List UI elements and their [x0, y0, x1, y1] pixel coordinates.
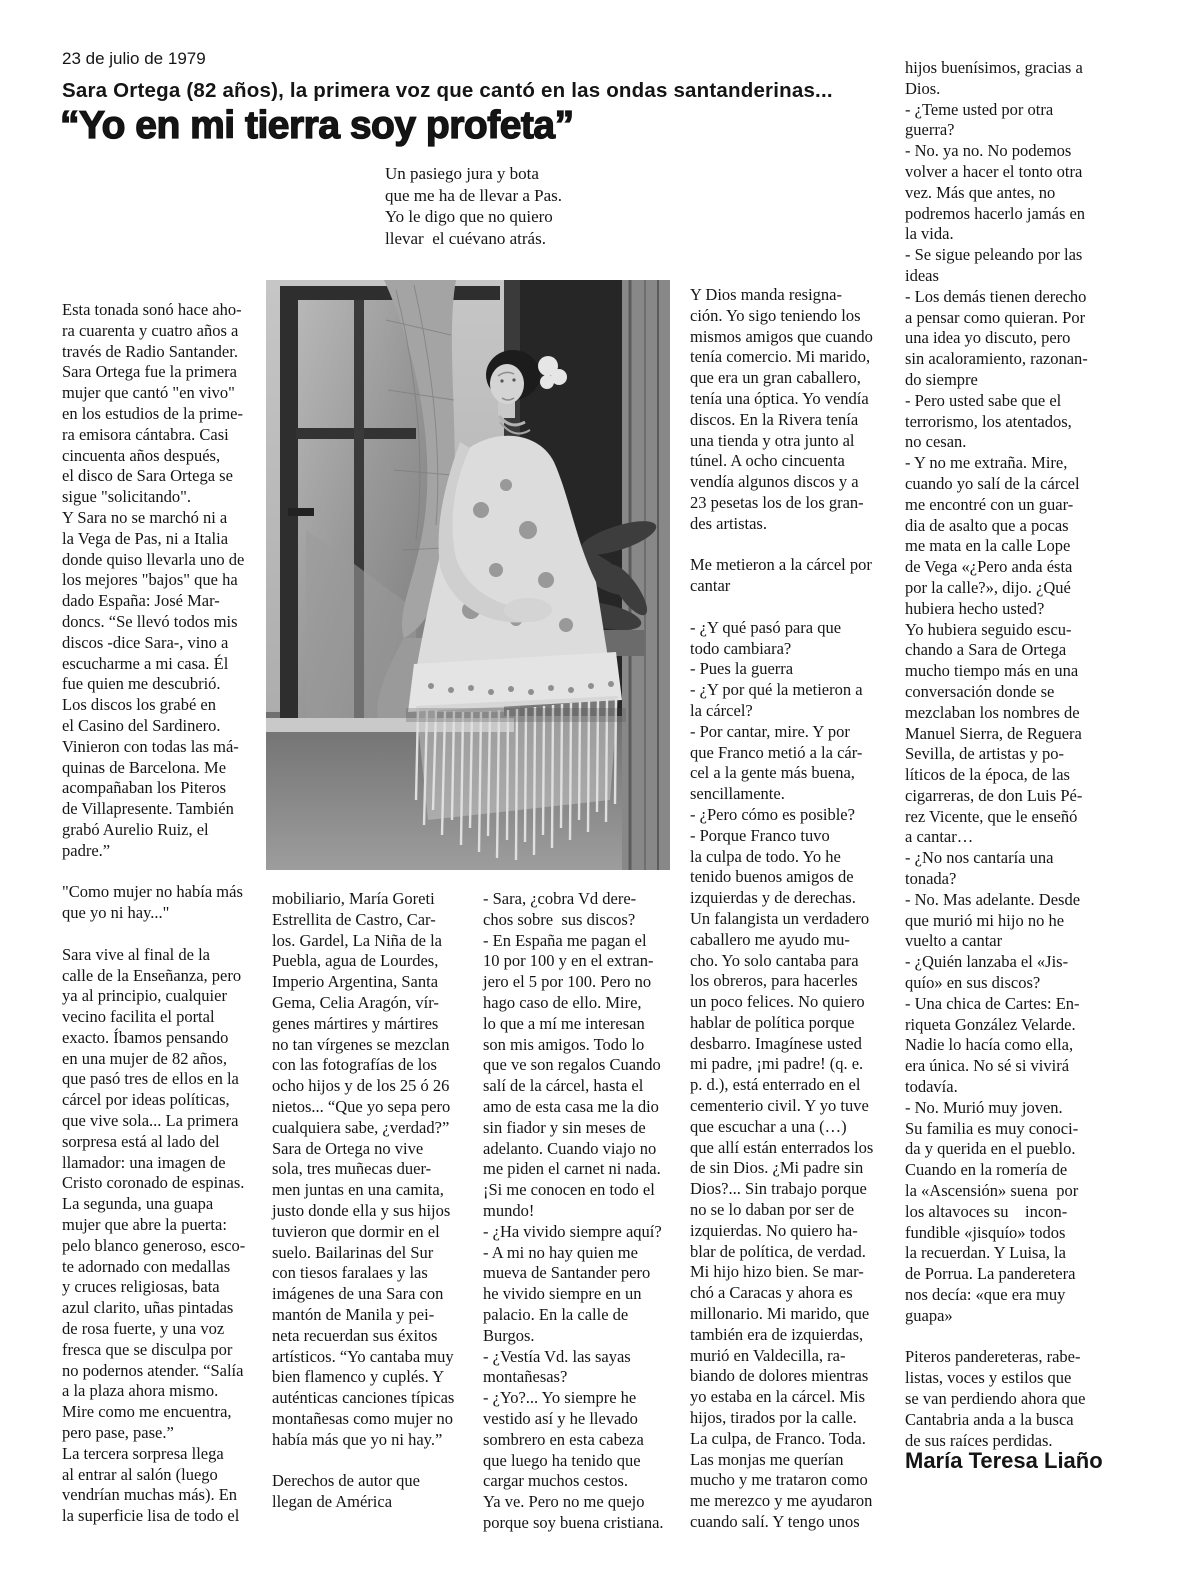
text-line: de sin Dios. ¿Mi padre sin: [690, 1158, 864, 1178]
text-line: biando de dolores mientras: [690, 1366, 869, 1386]
text-line: izquierdas. No quiero ha-: [690, 1220, 858, 1240]
text-line: adelanto. Cuando viajo no: [483, 1138, 657, 1158]
text-line: [905, 1327, 1127, 1348]
text-line: hablar de política porque: [690, 1012, 855, 1032]
text-line: porque soy buena cristiana.: [483, 1512, 664, 1532]
text-line: calle de la Enseñanza, pero: [62, 965, 242, 985]
text-line: podremos hacerlo jamás en: [905, 203, 1086, 223]
text-line: ra cuarenta y cuatro años a: [62, 320, 239, 340]
text-line: Puebla, agua de Lourdes,: [272, 951, 439, 971]
text-line: mundo!: [483, 1200, 535, 1220]
text-line: azul clarito, uñas pintadas: [62, 1298, 234, 1318]
text-line: sola, tres muñecas duer-: [272, 1159, 432, 1179]
text-line: - No. ya no. No podemos: [905, 141, 1072, 161]
text-line: - ¿Pero cómo es posible?: [690, 804, 855, 824]
text-line: - ¿Quién lanzaba el «Jis-: [905, 952, 1069, 972]
text-line: los altavoces su incon-: [905, 1201, 1068, 1221]
text-line: - ¿Teme usted por otra: [905, 99, 1054, 119]
text-line: a pensar como quieran. Por: [905, 307, 1086, 327]
text-line: cuando yo salí de la cárcel: [905, 473, 1080, 493]
text-line: acompañaban los Piteros: [62, 778, 227, 798]
text-line: Imperio Argentina, Santa: [272, 972, 439, 992]
text-line: Nadie lo hacía como ella,: [905, 1035, 1074, 1055]
text-line: fundible «jisquío» todos: [905, 1222, 1066, 1242]
text-line: - Pero usted sabe que el: [905, 390, 1062, 410]
text-line: me piden el carnet ni nada.: [483, 1159, 661, 1179]
text-line: doncs. “Se llevó todos mis: [62, 611, 238, 631]
text-line: - ¿No nos cantaría una: [905, 848, 1054, 868]
text-line: todavía.: [905, 1077, 958, 1097]
text-line: chó a Caracas y ahora es: [690, 1283, 853, 1303]
text-line: mucho y me trataron como: [690, 1470, 868, 1490]
text-line: túnel. A ocho cincuenta: [690, 451, 845, 471]
text-line: neta recuerdan sus éxitos: [272, 1325, 438, 1345]
text-line: ya al principio, cualquier: [62, 986, 227, 1006]
text-line: amo de esta casa me la dio: [483, 1096, 659, 1116]
text-line: hubiera hecho usted?: [905, 598, 1045, 618]
column-5: [905, 58, 1127, 1451]
text-line: sin acaloramiento, razonan-: [905, 349, 1088, 369]
text-line: desbarro. Imagínese usted: [690, 1033, 862, 1053]
text-line: que murió mi hijo no he: [905, 910, 1065, 930]
text-line: volver a hacer el tonto otra: [905, 161, 1083, 181]
text-line: palacio. En la calle de: [483, 1304, 629, 1324]
text-line: mujer que cantó "en vivo": [62, 383, 235, 403]
text-line: Un pasiego jura y bota: [385, 164, 539, 183]
text-line: había más que yo ni hay.”: [272, 1429, 443, 1449]
text-line: dado España: José Mar-: [62, 591, 220, 611]
text-line: de Villapresente. También: [62, 799, 234, 819]
text-line: tenía una óptica. Yo vendía: [690, 388, 869, 408]
text-line: los mejores "bajos" que ha: [62, 570, 238, 590]
text-line: conversación donde se: [905, 681, 1055, 701]
text-line: la vida.: [905, 224, 954, 244]
text-line: con las fotografías de los: [272, 1055, 437, 1075]
text-line: pero pase, pase.”: [62, 1423, 174, 1443]
text-line: ideas: [905, 265, 939, 285]
text-line: era única. No sé si vivirá: [905, 1056, 1070, 1076]
text-line: murió en Valdecilla, ra-: [690, 1345, 846, 1365]
text-line: a la plaza ahora mismo.: [62, 1381, 219, 1401]
text-line: - ¿Ha vivido siempre aquí?: [483, 1221, 662, 1241]
text-line: artísticos. “Yo cantaba muy: [272, 1346, 454, 1366]
text-line: Burgos.: [483, 1325, 535, 1345]
text-line: blar de política, de verdad.: [690, 1241, 866, 1261]
text-line: Esta tonada sonó hace aho-: [62, 300, 242, 319]
text-line: el Casino del Sardinero.: [62, 715, 221, 735]
text-line: des artistas.: [690, 513, 767, 533]
text-line: la «Ascensión» suena por: [905, 1181, 1079, 1201]
text-line: vez. Más que antes, no: [905, 182, 1056, 202]
text-line: la recuerdan. Y Luisa, la: [905, 1243, 1066, 1263]
text-line: mismos amigos que cuando: [690, 326, 873, 346]
text-line: - Por cantar, mire. Y por: [690, 721, 850, 741]
text-line: la culpa de todo. Yo he: [690, 846, 841, 866]
text-line: mi padre, ¡mi padre! (q. e.: [690, 1054, 864, 1074]
text-line: Dios?... Sin trabajo porque: [690, 1179, 867, 1199]
text-line: que allí están enterrados los: [690, 1137, 874, 1157]
text-line: millonario. Mi marido, que: [690, 1304, 870, 1324]
text-line: auténticas canciones típicas: [272, 1388, 455, 1408]
text-line: - Se sigue peleando por las: [905, 245, 1083, 265]
text-line: Sara de Ortega no vive: [272, 1138, 424, 1158]
text-line: 10 por 100 y en el extran-: [483, 951, 654, 971]
text-line: Cristo coronado de espinas.: [62, 1173, 245, 1193]
text-line: tenido buenos amigos de: [690, 867, 854, 887]
text-line: caballero me ayudo mu-: [690, 929, 850, 949]
text-line: - Sara, ¿cobra Vd dere-: [483, 889, 637, 908]
text-line: mezclaban los nombres de: [905, 702, 1080, 722]
text-line: no cesan.: [905, 432, 967, 452]
text-line: una tienda y otra junto al: [690, 430, 855, 450]
text-line: Y Dios manda resigna-: [690, 285, 842, 304]
text-line: salí de la cárcel, hasta el: [483, 1076, 644, 1096]
photo-illustration: [266, 280, 670, 870]
text-line: sencillamente.: [690, 784, 785, 804]
text-line: nos decía: «que era muy: [905, 1285, 1066, 1305]
text-line: Me metieron a la cárcel por: [690, 555, 872, 575]
text-line: quío» en sus discos?: [905, 973, 1041, 993]
photo-sara-ortega: [266, 280, 670, 870]
text-line: La segunda, una guapa: [62, 1194, 214, 1214]
text-line: no podernos atender. “Salía: [62, 1360, 244, 1380]
text-line: Un falangista un verdadero: [690, 908, 870, 928]
text-line: mobiliario, María Goreti: [272, 889, 435, 908]
text-line: que escuchar a una (…): [690, 1116, 847, 1136]
text-line: en los estudios de la prime-: [62, 403, 244, 423]
text-line: exacto. Íbamos pensando: [62, 1027, 229, 1047]
text-line: sorpresa está al lado del: [62, 1131, 220, 1151]
text-line: mantón de Manila y pei-: [272, 1304, 435, 1324]
text-line: cementerio civil. Y yo tuve: [690, 1096, 869, 1116]
text-line: los. Gardel, La Niña de la: [272, 930, 442, 950]
text-line: - Y no me extraña. Mire,: [905, 453, 1068, 473]
column-4: [690, 285, 886, 1533]
text-line: un poco felices. No quiero: [690, 992, 865, 1012]
text-line: do siempre: [905, 369, 978, 389]
text-line: fresca que se disculpa por: [62, 1339, 233, 1359]
text-line: Su familia es muy conoci-: [905, 1118, 1079, 1138]
text-line: Gema, Celia Aragón, vír-: [272, 992, 439, 1012]
text-line: nietos... “Que yo sepa pero: [272, 1096, 451, 1116]
text-line: [62, 862, 265, 883]
text-line: sigue "solicitando".: [62, 487, 191, 507]
text-line: guerra?: [905, 120, 955, 140]
text-line: Sara vive al final de la: [62, 944, 210, 964]
text-line: tuvieron que dormir en el: [272, 1221, 440, 1241]
text-line: cualquiera sabe, ¿verdad?”: [272, 1117, 450, 1137]
text-line: la superficie lisa de todo el: [62, 1506, 240, 1526]
text-line: llevar el cuévano atrás.: [385, 229, 546, 249]
text-line: que Franco metió a la cár-: [690, 742, 863, 762]
text-line: - ¿Y qué pasó para que: [690, 617, 842, 637]
column-3: [483, 889, 686, 1534]
text-line: pelo blanco generoso, esco-: [62, 1235, 246, 1255]
article-date: 23 de julio de 1979: [62, 49, 206, 68]
text-line: se van perdiendo ahora que: [905, 1389, 1086, 1408]
text-line: da y querida en el pueblo.: [905, 1139, 1076, 1159]
text-line: mueva de Santander pero: [483, 1263, 651, 1283]
text-line: hago caso de ello. Mire,: [483, 992, 642, 1012]
text-line: el disco de Sara Ortega se: [62, 466, 233, 486]
text-line: que pasó tres de ellos en la: [62, 1069, 239, 1089]
text-line: izquierdas y de derechas.: [690, 888, 856, 908]
text-line: llamador: una imagen de: [62, 1152, 226, 1172]
text-line: también era de izquierdas,: [690, 1324, 864, 1344]
text-line: bien flamenco y cuplés. Y: [272, 1367, 445, 1387]
text-line: me merezco y me ayudaron: [690, 1491, 873, 1511]
text-line: Yo hubiera seguido escu-: [905, 619, 1072, 639]
text-line: imágenes de una Sara con: [272, 1284, 444, 1304]
text-line: - Porque Franco tuvo: [690, 825, 830, 845]
text-line: - A mi no hay quien me: [483, 1242, 638, 1262]
text-line: ocho hijos y de los 25 ó 26: [272, 1076, 450, 1096]
text-line: cel a la gente más buena,: [690, 763, 855, 783]
poem-quote: [385, 163, 562, 250]
text-line: - Los demás tienen derecho: [905, 286, 1087, 306]
text-line: cincuenta años después,: [62, 445, 221, 465]
text-line: cargar muchos cestos.: [483, 1471, 628, 1491]
text-line: Dios.: [905, 78, 941, 98]
text-line: de rosa fuerte, y una voz: [62, 1319, 225, 1339]
text-line: que yo ni hay...": [62, 903, 170, 923]
text-line: me encontré con un guar-: [905, 494, 1074, 514]
text-line: listas, voces y estilos que: [905, 1368, 1072, 1388]
text-line: tonada?: [905, 869, 957, 889]
text-line: Los discos los grabé en: [62, 695, 216, 715]
text-line: vuelto a cantar: [905, 931, 1003, 951]
text-line: montañesas?: [483, 1367, 568, 1387]
text-line: me mata en la calle Lope: [905, 536, 1071, 556]
text-line: líticos de la época, de las: [905, 765, 1070, 785]
text-line: chos sobre sus discos?: [483, 909, 636, 929]
text-line: llegan de América: [272, 1492, 393, 1512]
text-line: y cruces religiosas, bata: [62, 1277, 220, 1297]
text-line: vendía algunos discos y a: [690, 472, 859, 492]
article-kicker: Sara Ortega (82 años), la primera voz que cantó en las ondas santanderinas...: [62, 79, 833, 102]
text-line: justo donde ella y sus hijos: [272, 1200, 451, 1220]
text-line: discos -dice Sara-, vino a: [62, 632, 229, 652]
text-line: donde quiso llevarla uno de: [62, 549, 245, 569]
text-line: con tiesos faralaes y las: [272, 1263, 428, 1283]
text-line: - En España me pagan el: [483, 930, 647, 950]
text-line: Mi hijo hizo bien. Se mar-: [690, 1262, 864, 1282]
text-line: La tercera sorpresa llega: [62, 1443, 224, 1463]
text-line: que luego ha tenido que: [483, 1450, 641, 1470]
text-line: quinas de Barcelona. Me: [62, 757, 227, 777]
text-line: Yo le digo que no quiero: [385, 207, 553, 227]
text-line: rez Vicente, que le enseñó: [905, 806, 1078, 826]
text-line: sin fiador y sin meses de: [483, 1117, 646, 1137]
text-line: Cantabria anda a la busca: [905, 1409, 1074, 1429]
text-line: que vive sola... La primera: [62, 1111, 239, 1131]
text-line: he vivido siempre en un: [483, 1284, 642, 1304]
text-line: Mire como me encuentra,: [62, 1402, 232, 1422]
text-line: chando a Sara de Ortega: [905, 640, 1067, 660]
text-line: Estrellita de Castro, Car-: [272, 909, 436, 929]
text-line: montañesas como mujer no: [272, 1408, 454, 1428]
text-line: "Como mujer no había más: [62, 882, 243, 902]
text-line: vendrían muchas más). En: [62, 1485, 238, 1505]
text-line: jero el 5 por 100. Pero no: [483, 972, 652, 992]
text-line: son mis amigos. Todo lo: [483, 1034, 645, 1054]
text-line: - ¿Y por qué la metieron a: [690, 680, 863, 700]
text-line: 23 pesetas los de los gran-: [690, 492, 864, 512]
text-line: terrorismo, los atentados,: [905, 411, 1072, 431]
text-line: La culpa, de Franco. Toda.: [690, 1428, 866, 1448]
text-line: suelo. Bailarinas del Sur: [272, 1242, 434, 1262]
text-line: padre.”: [62, 840, 111, 860]
text-line: - No. Mas adelante. Desde: [905, 889, 1081, 909]
text-line: todo cambiara?: [690, 638, 792, 658]
column-2: [272, 889, 475, 1513]
text-line: en una mujer de 82 años,: [62, 1048, 227, 1068]
text-line: cárcel por ideas políticas,: [62, 1090, 230, 1110]
text-line: no se lo daban por ser de: [690, 1200, 855, 1220]
text-line: vecino facilita el portal: [62, 1007, 215, 1027]
text-line: través de Radio Santander.: [62, 341, 238, 361]
text-line: hijos, tirados por la calle.: [690, 1408, 857, 1428]
text-line: de Vega «¿Pero anda ésta: [905, 557, 1073, 577]
text-line: ción. Yo sigo teniendo los: [690, 305, 861, 325]
text-line: [62, 924, 265, 945]
text-line: te adornado con medallas: [62, 1256, 231, 1276]
text-line: ¡Si me conocen en todo el: [483, 1180, 655, 1200]
text-line: - ¿Vestía Vd. las sayas: [483, 1346, 631, 1366]
text-line: cigarreras, de don Luis Pé-: [905, 785, 1083, 805]
text-line: genes mártires y mártires: [272, 1013, 439, 1033]
text-line: por la calle?», dijo. ¿Qué: [905, 577, 1071, 597]
text-line: que me ha de llevar a Pas.: [385, 185, 563, 205]
text-line: - Una chica de Cartes: En-: [905, 993, 1080, 1013]
text-line: dia de asalto que a pocas: [905, 515, 1069, 535]
text-line: que ve son regalos Cuando: [483, 1055, 661, 1075]
text-line: al entrar al salón (luego: [62, 1464, 218, 1484]
column-1: [62, 300, 265, 1527]
text-line: hijos buenísimos, gracias a: [905, 58, 1083, 77]
text-line: - ¿Yo?... Yo siempre he: [483, 1388, 637, 1408]
text-line: Vinieron con todas las má-: [62, 736, 239, 756]
text-line: Las monjas me querían: [690, 1449, 844, 1469]
text-line: men juntas en una camita,: [272, 1180, 444, 1200]
text-line: Sara Ortega fue la primera: [62, 362, 237, 382]
text-line: de sus raíces perdidas.: [905, 1430, 1053, 1450]
text-line: Sevilla, de artistas y po-: [905, 744, 1065, 764]
text-line: lo que a mí me interesan: [483, 1013, 645, 1033]
text-line: guapa»: [905, 1305, 953, 1325]
text-line: que era un gran caballero,: [690, 368, 861, 388]
text-line: escucharme a mi casa. Él: [62, 653, 229, 673]
text-line: cuando salí. Y tengo unos: [690, 1512, 860, 1532]
text-line: Derechos de autor que: [272, 1471, 420, 1491]
text-line: yo estaba en la cárcel. Mis: [690, 1387, 866, 1407]
text-line: Piteros pandereteras, rabe-: [905, 1347, 1081, 1367]
text-line: Cuando en la romería de: [905, 1160, 1068, 1180]
text-line: Manuel Sierra, de Reguera: [905, 723, 1082, 743]
text-line: Y Sara no se marchó ni a: [62, 507, 228, 527]
text-line: mujer que abre la puerta:: [62, 1215, 227, 1235]
byline: María Teresa Liaño: [905, 1448, 1103, 1473]
text-line: a cantar…: [905, 827, 974, 847]
text-line: la cárcel?: [690, 700, 753, 720]
text-line: - No. Murió muy joven.: [905, 1097, 1063, 1117]
text-line: cho. Yo solo cantaba para: [690, 950, 859, 970]
text-line: cantar: [690, 576, 731, 596]
text-line: - Pues la guerra: [690, 659, 794, 679]
text-line: la Vega de Pas, ni a Italia: [62, 528, 229, 548]
text-line: discos. En la Rivera tenía: [690, 409, 859, 429]
text-line: los obreros, para hacerles: [690, 971, 858, 991]
text-line: vestido así y he llevado: [483, 1408, 638, 1428]
text-line: tenía comercio. Mi marido,: [690, 347, 871, 367]
text-line: mucho tiempo más en una: [905, 661, 1079, 681]
text-line: [690, 535, 886, 556]
article-headline: “Yo en mi tierra soy profeta”: [60, 104, 574, 147]
text-line: Ya ve. Pero no me quejo: [483, 1492, 645, 1512]
text-line: riqueta González Velarde.: [905, 1014, 1076, 1034]
text-line: p. d.), está enterrado en el: [690, 1075, 861, 1095]
text-line: ra emisora cántabra. Casi: [62, 424, 229, 444]
text-line: [690, 597, 886, 618]
text-line: no tan vírgenes se mezclan: [272, 1034, 450, 1054]
text-line: [272, 1451, 475, 1472]
text-line: fue quien me descubrió.: [62, 674, 221, 694]
text-line: sombrero en esta cabeza: [483, 1429, 644, 1449]
text-line: una idea yo discuto, pero: [905, 328, 1071, 348]
text-line: grabó Aurelio Ruiz, el: [62, 819, 209, 839]
text-line: de Porrua. La panderetera: [905, 1264, 1076, 1284]
